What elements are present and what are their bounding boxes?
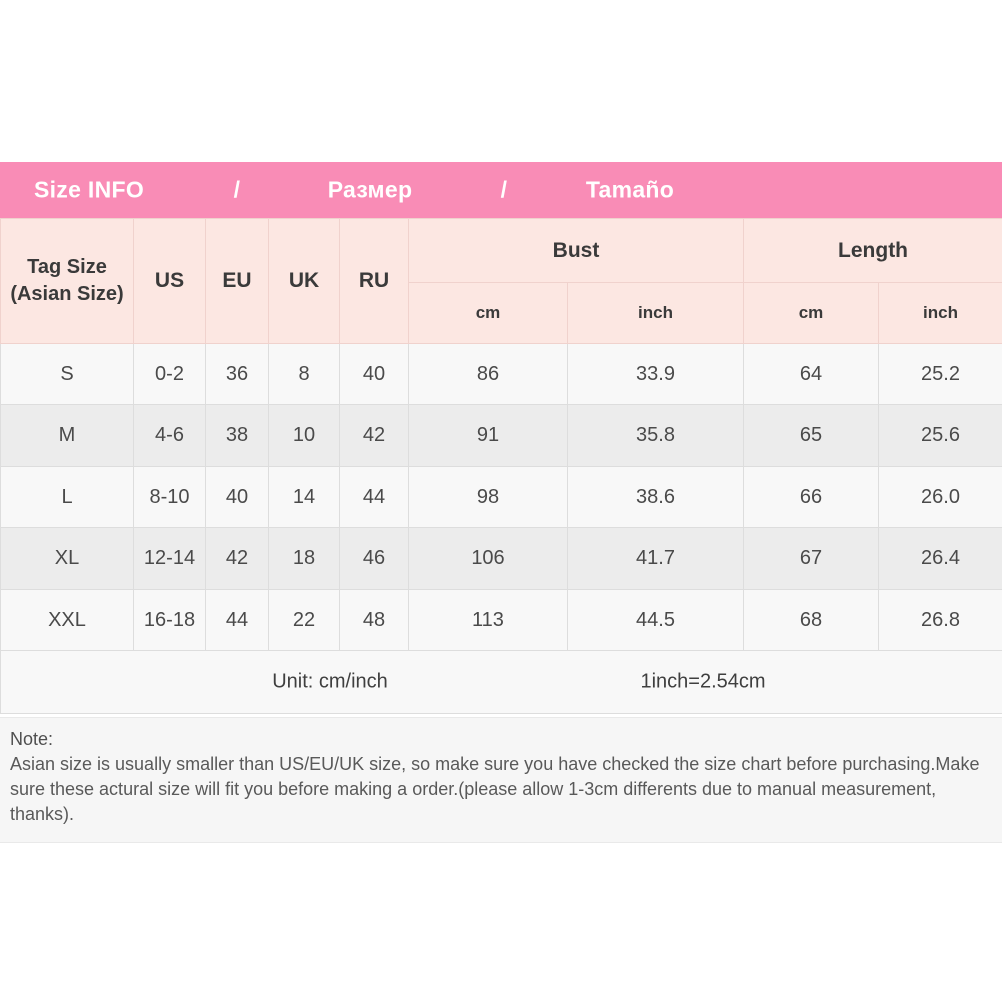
table-cell: 33.9 [568,344,744,405]
table-cell: 25.6 [879,405,1002,467]
table-cell: 12-14 [134,528,206,590]
table-cell: XXL [1,590,134,651]
corner-header-line2: (Asian Size) [10,283,124,305]
unit-footer-cell [1,651,1002,714]
table-cell: 66 [744,467,879,528]
table-cell: 0-2 [134,344,206,405]
table-cell: 113 [409,590,568,651]
column-header-eu: EU [206,219,269,344]
table-row-s [1,344,1002,405]
header-bar-separator: / [233,176,241,203]
size-info-header-bar [0,162,1002,218]
table-cell: 48 [340,590,409,651]
note-section [0,717,1002,843]
table-cell: 8 [269,344,340,405]
table-row-xl [1,528,1002,590]
column-header-us: US [134,219,206,344]
group-header-length: Length [744,219,1002,283]
table-cell: 4-6 [134,405,206,467]
table-cell: 41.7 [568,528,744,590]
corner-header-line1: Tag Size [27,256,107,278]
table-cell: 26.0 [879,467,1002,528]
table-cell: 98 [409,467,568,528]
table-cell: 18 [269,528,340,590]
table-cell: 8-10 [134,467,206,528]
unit-footer-row [1,651,1002,714]
group-header-bust: Bust [409,219,744,283]
note-title: Note: [10,729,54,749]
table-cell: L [1,467,134,528]
table-cell: 22 [269,590,340,651]
table-cell: 44.5 [568,590,744,651]
table-cell: 38.6 [568,467,744,528]
table-cell: 25.2 [879,344,1002,405]
table-cell: 46 [340,528,409,590]
table-row-xxl [1,590,1002,651]
table-cell: 91 [409,405,568,467]
unit-label: Unit: cm/inch [272,670,388,693]
column-header-ru: RU [340,219,409,344]
table-row-l [1,467,1002,528]
table-cell: 38 [206,405,269,467]
table-header-group-row [1,219,1002,283]
table-cell: 42 [206,528,269,590]
table-cell: 65 [744,405,879,467]
header-bar-title-ru: Размер [327,176,413,203]
conversion-label: 1inch=2.54cm [640,670,766,693]
table-cell: S [1,344,134,405]
table-cell: 40 [206,467,269,528]
table-cell: 67 [744,528,879,590]
table-cell: 26.8 [879,590,1002,651]
column-header-uk: UK [269,219,340,344]
sub-header-bust-inch: inch [568,283,744,344]
header-bar-separator: / [500,176,508,203]
sub-header-bust-cm: cm [409,283,568,344]
table-cell: XL [1,528,134,590]
table-cell: 10 [269,405,340,467]
table-cell: 35.8 [568,405,744,467]
table-cell: 26.4 [879,528,1002,590]
table-cell: 40 [340,344,409,405]
table-cell: 86 [409,344,568,405]
corner-header-cell [1,219,134,344]
table-cell: 14 [269,467,340,528]
table-row-m [1,405,1002,467]
table-cell: 106 [409,528,568,590]
table-cell: 42 [340,405,409,467]
header-bar-title-es: Tamaño [585,176,675,203]
table-cell: 16-18 [134,590,206,651]
table-cell: 68 [744,590,879,651]
header-bar-title-en: Size INFO [33,176,145,203]
sub-header-length-inch: inch [879,283,1002,344]
table-cell: M [1,405,134,467]
table-cell: 44 [340,467,409,528]
table-cell: 36 [206,344,269,405]
note-body: Asian size is usually smaller than US/EU/UK size, so make sure you have checked the size chart before purchasing.Make sure these actural size will fit you before making a order.(please allow 1-3cm differents due to manual measurement, thanks). [10,754,980,824]
size-table [0,218,1002,714]
sub-header-length-cm: cm [744,283,879,344]
table-cell: 44 [206,590,269,651]
table-cell: 64 [744,344,879,405]
